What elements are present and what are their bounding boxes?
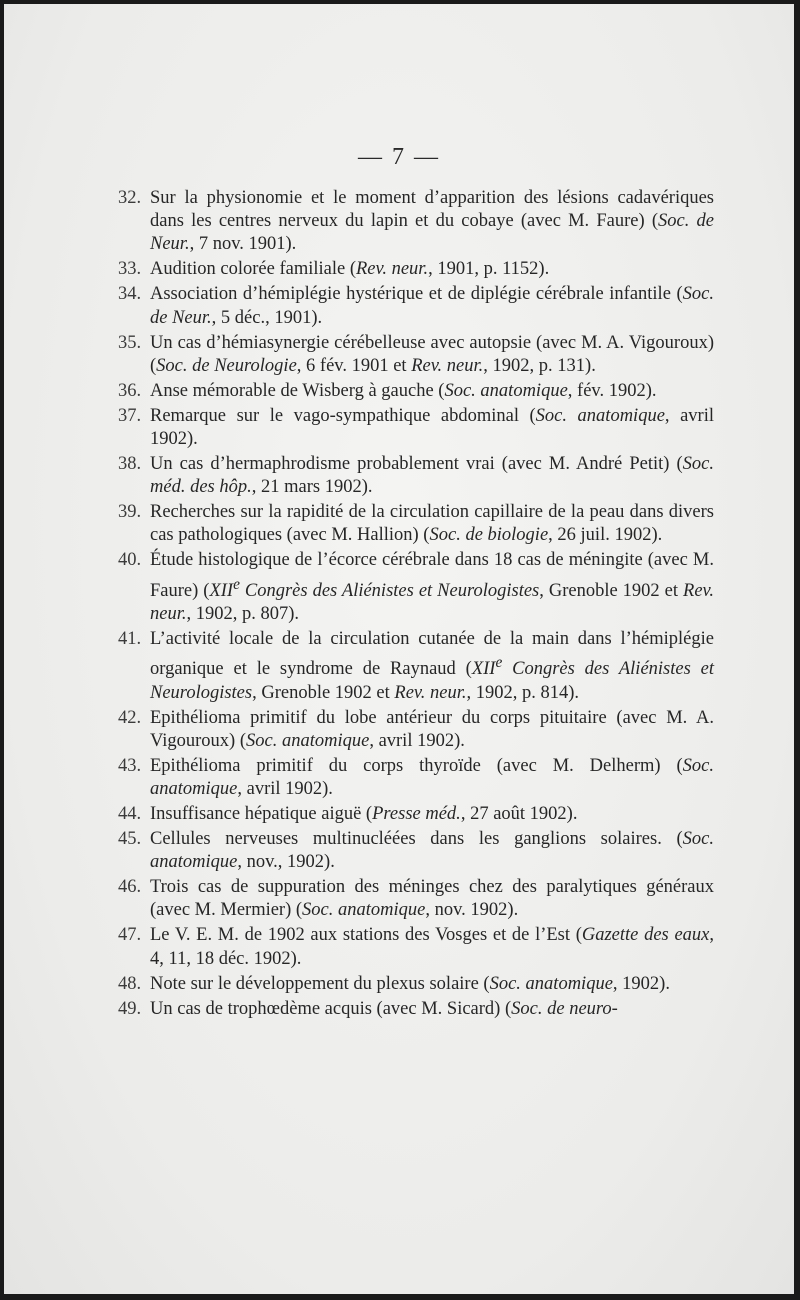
publication-list: [118, 187, 714, 1023]
entry-number: 32.: [118, 188, 142, 208]
entry-text: Un cas d’hémiasynergie cérébelleuse avec autopsie (avec M. A. Vigouroux) (Soc. de Neurologie, 6 fév. 1901 et Rev. neur., 1902, p. 131).: [150, 332, 714, 376]
list-item: [118, 332, 714, 378]
document-page: [4, 4, 794, 1294]
list-item: [118, 707, 714, 753]
entry-number: 39.: [118, 502, 142, 523]
list-item: [118, 755, 714, 801]
list-item: [118, 924, 714, 970]
entry-number: 48.: [118, 973, 142, 994]
entry-number: 45.: [118, 828, 142, 849]
list-item: [118, 187, 714, 257]
entry-number: 49.: [118, 998, 142, 1019]
list-item: [118, 628, 714, 705]
entry-text: Étude histologique de l’écorce cérébrale dans 18 cas de méningite (avec M. Faure) (XIIe Congrès des Aliénistes et Neurologistes, Grenoble 1902 et Rev. neur., 1902, p. 807).: [150, 550, 714, 624]
entry-number: 43.: [118, 755, 142, 776]
entry-text: Trois cas de suppuration des méninges chez des paralytiques généraux (avec M. Mermier) (Soc. anatomique, nov. 1902).: [150, 877, 714, 921]
entry-number: 41.: [118, 628, 142, 649]
entry-number: 37.: [118, 405, 142, 426]
list-item: [118, 973, 714, 996]
entry-text: Remarque sur le vago-sympathique abdominal (Soc. anatomique, avril 1902).: [150, 405, 715, 450]
list-item: [118, 549, 714, 626]
entry-text: Un cas de trophœdème acquis (avec M. Sicard) (Soc. de neuro-: [150, 998, 618, 1019]
list-item: [118, 828, 714, 874]
entry-text: L’activité locale de la circulation cutanée de la main dans l’hémiplégie organique et le syndrome de Raynaud (XIIe Congrès des Aliénistes et Neurologistes, Grenoble 1902 et Rev. neur., 1902, p. 814).: [150, 628, 715, 703]
entry-text: Un cas d’hermaphrodisme probablement vrai (avec M. André Petit) (Soc. méd. des hôp., 21 mars 1902).: [150, 454, 714, 498]
entry-text: Cellules nerveuses multinucléées dans les ganglions solaires. (Soc. anatomique, nov., 1902).: [150, 828, 714, 873]
list-item: [118, 380, 714, 403]
entry-text: Le V. E. M. de 1902 aux stations des Vosges et de l’Est (Gazette des eaux, 4, 11, 18 déc. 1902).: [150, 925, 714, 969]
entry-number: 34.: [118, 284, 142, 305]
entry-number: 33.: [118, 259, 142, 280]
list-item: [118, 501, 714, 547]
list-item: [118, 876, 714, 922]
entry-number: 42.: [118, 707, 142, 728]
list-item: [118, 405, 714, 451]
entry-text: Audition colorée familiale (Rev. neur., 1901, p. 1152).: [150, 259, 550, 280]
entry-number: 44.: [118, 803, 142, 824]
entry-text: Association d’hémiplégie hystérique et de diplégie cérébrale infantile (Soc. de Neur., 5 déc., 1901).: [150, 284, 714, 328]
list-item: [118, 998, 714, 1021]
entry-text: Anse mémorable de Wisberg à gauche (Soc. anatomique, fév. 1902).: [150, 380, 657, 401]
list-item: [118, 453, 714, 499]
list-item: [118, 258, 714, 281]
list-item: [118, 283, 714, 329]
entry-number: 40.: [118, 550, 142, 571]
page-number: — 7 —: [358, 144, 440, 170]
entry-number: 46.: [118, 877, 142, 898]
entry-text: Epithélioma primitif du corps thyroïde (avec M. Delherm) (Soc. anatomique, avril 1902).: [150, 755, 714, 799]
entry-number: 47.: [118, 925, 142, 946]
entry-text: Epithélioma primitif du lobe antérieur du corps pituitaire (avec M. A. Vigouroux) (Soc. anatomique, avril 1902).: [150, 707, 714, 751]
entry-number: 38.: [118, 454, 142, 475]
entry-text: Insuffisance hépatique aiguë (Presse méd., 27 août 1902).: [150, 803, 578, 824]
entry-number: 35.: [118, 332, 142, 353]
entry-text: Sur la physionomie et le moment d’apparition des lésions cadavériques dans les centres nerveux du lapin et du cobaye (avec M. Faure) (Soc. de Neur., 7 nov. 1901).: [150, 188, 714, 255]
entry-text: Recherches sur la rapidité de la circulation capillaire de la peau dans divers cas pathologiques (avec M. Hallion) (Soc. de biologie, 26 juil. 1902).: [150, 502, 714, 546]
entry-number: 36.: [118, 380, 142, 401]
list-item: [118, 803, 714, 826]
entry-text: Note sur le développement du plexus solaire (Soc. anatomique, 1902).: [150, 973, 670, 994]
